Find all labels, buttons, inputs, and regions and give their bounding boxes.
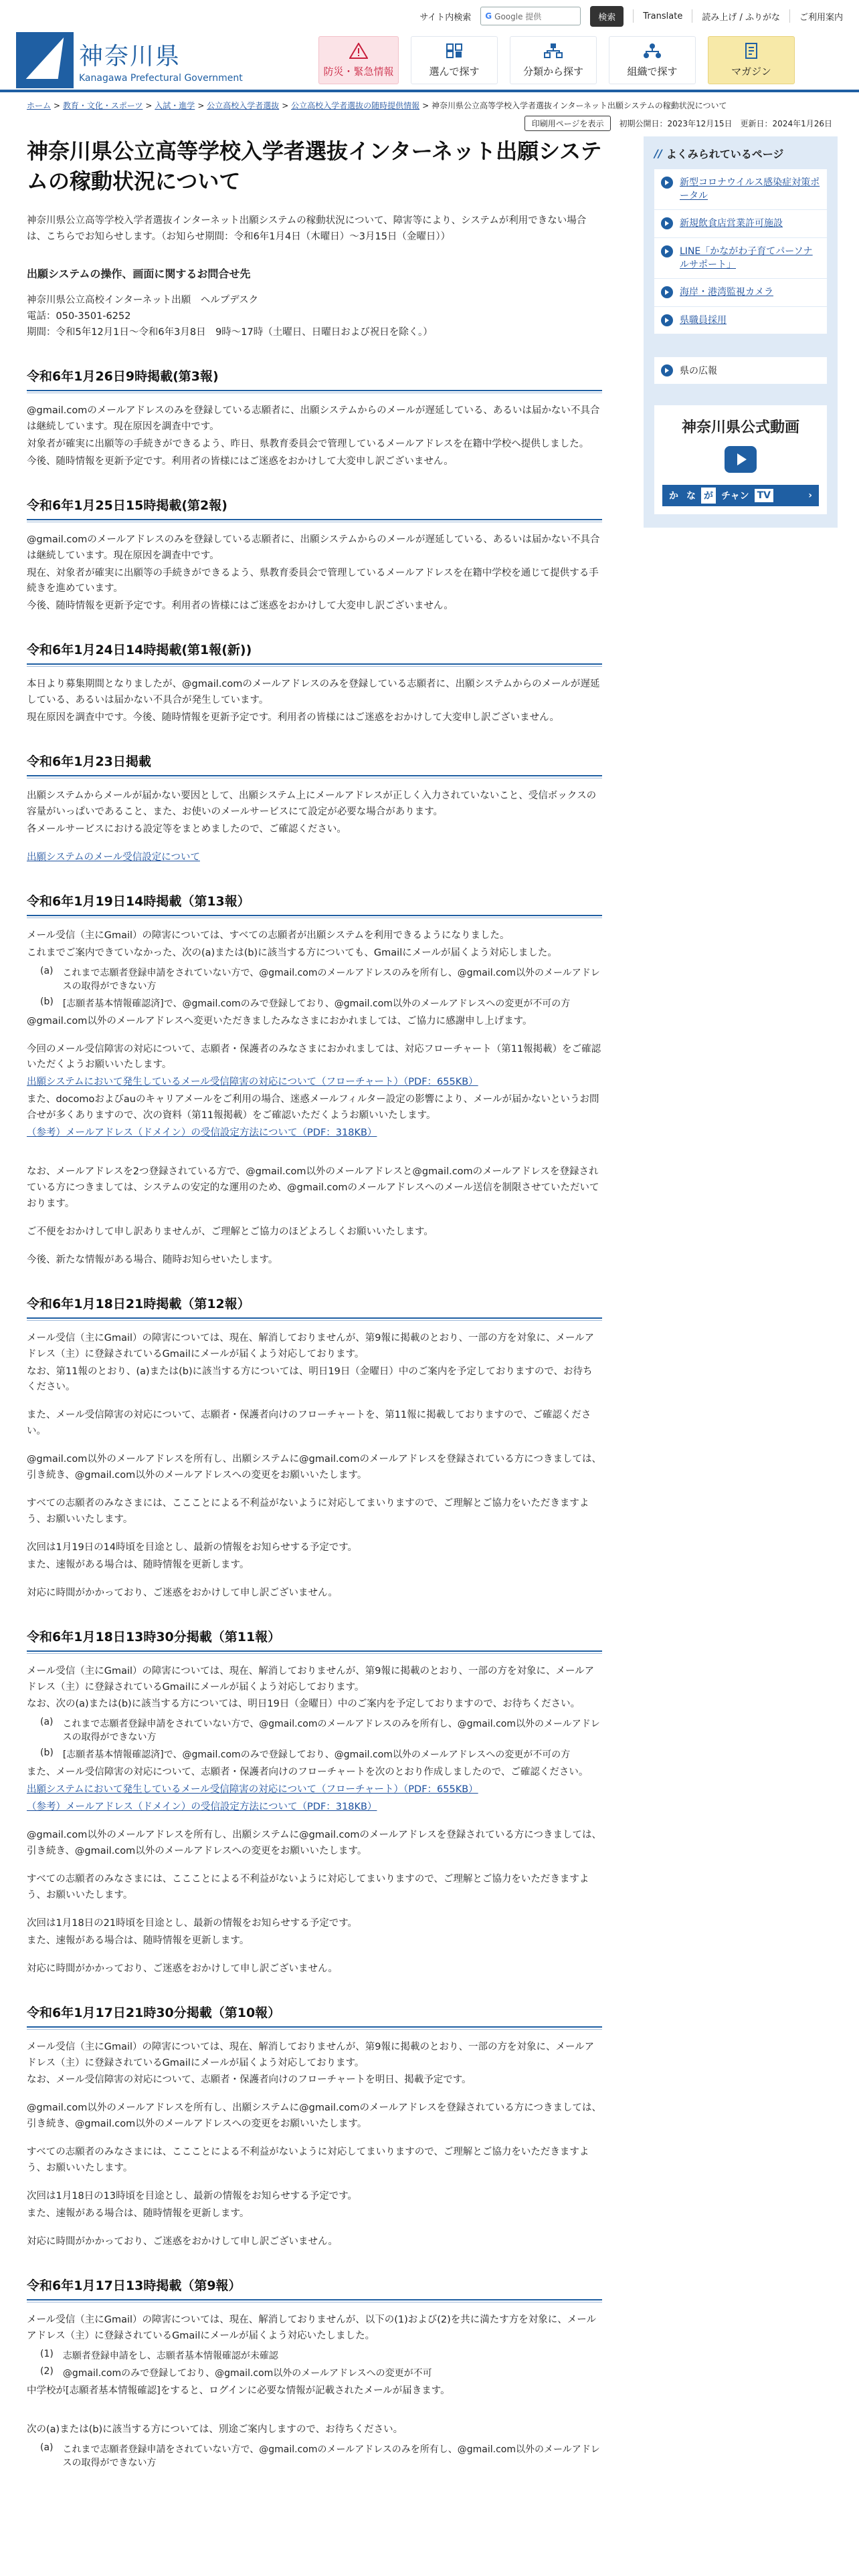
- paragraph: 本日より募集期間となりましたが、@gmail.comのメールアドレスのみを登録している志願者に、出願システムからのメールが遅延している、あるいは届かない不具合が発生しています。: [27, 679, 600, 706]
- domain-settings-pdf-link[interactable]: （参考）メールアドレス（ドメイン）の受信設定方法について（PDF：318KB）: [27, 1802, 377, 1813]
- popular-item[interactable]: 県職員採用: [654, 307, 827, 334]
- nav-org[interactable]: [609, 36, 696, 84]
- notice-section: [27, 752, 602, 866]
- section-heading: 令和6年1月17日13時掲載（第9報）: [27, 2276, 602, 2300]
- domain-settings-pdf-link[interactable]: （参考）メールアドレス（ドメイン）の受信設定方法について（PDF：318KB）: [27, 1128, 377, 1139]
- paragraph: 次回は1月18日の21時頃を目途とし、最新の情報をお知らせする予定です。: [27, 1917, 358, 1929]
- section-heading: 令和6年1月23日掲載: [27, 752, 602, 776]
- pr-box: [644, 346, 838, 395]
- site-header: [0, 32, 859, 88]
- paragraph: メール受信（主にGmail）の障害については、すべての志願者が出願システムを利用できるようになりました。: [27, 930, 510, 941]
- list-item: (a) これまで志願者登録申請をされていない方で、@gmail.comのメールアドレスのみを所有し、@gmail.com以外のメールアドレスの取得ができない方: [40, 1717, 600, 1743]
- contact-block: [27, 265, 602, 341]
- arrow-circle-icon: [661, 314, 673, 326]
- popular-item[interactable]: 新規飲食店営業許可施設: [654, 210, 827, 237]
- paragraph: これまでご案内できていなかった、次の(a)または(b)に該当する方についても、Gmailにメールが届くよう対応しました。: [27, 947, 557, 958]
- list-item: (a) これまで志願者登録申請をされていない方で、@gmail.comのメールアドレスのみを所有し、@gmail.com以外のメールアドレスの取得ができない方: [40, 2442, 600, 2468]
- logo-jp: 神奈川県: [79, 42, 181, 70]
- nav-magazine-label: マガジン: [731, 65, 771, 78]
- paragraph: 今後、新たな情報がある場合、随時お知らせいたします。: [27, 1254, 278, 1265]
- notice-section: [27, 366, 602, 470]
- section-heading: 令和6年1月25日15時掲載(第2報): [27, 496, 602, 520]
- nav-choose[interactable]: [411, 36, 498, 84]
- paragraph: なお、次の(a)または(b)に該当する方については、明日19日（金曜日）中のご案内を予定しておりますので、お待ちください。: [27, 1699, 581, 1710]
- site-search-label: サイト内検索: [419, 12, 472, 23]
- org-icon: [643, 43, 662, 59]
- logo-en: Kanagawa Prefectural Government: [79, 72, 243, 84]
- list-item: (a) これまで志願者登録申請をされていない方で、@gmail.comのメールアドレスのみを所有し、@gmail.com以外のメールアドレスの取得ができない方: [40, 965, 600, 992]
- paragraph: @gmail.com以外のメールアドレスを所有し、出願システムに@gmail.comのメールアドレスを登録されている方につきましては、引き続き、@gmail.com以外のメールアドレスへの変更をお願いいたします。: [27, 1830, 602, 1857]
- utility-bar: [0, 0, 859, 32]
- paragraph: ご不便をおかけして申し訳ありませんが、ご理解とご協力のほどよろしくお願いいたします。: [27, 1226, 434, 1237]
- paragraph: @gmail.com以外のメールアドレスを所有し、出願システムに@gmail.comのメールアドレスを登録されている方につきましては、引き続き、@gmail.com以外のメールアドレスへの変更をお願いいたします。: [27, 2103, 602, 2130]
- play-icon[interactable]: [725, 446, 757, 473]
- nav-emergency[interactable]: [318, 36, 399, 84]
- paragraph: また、速報がある場合は、随時情報を更新します。: [27, 1935, 250, 1946]
- notice-section: [27, 2276, 602, 2469]
- paragraph: @gmail.comのメールアドレスのみを登録している志願者に、出願システムからのメールが遅延している、あるいは届かない不具合は継続しています。現在原因を調査中です。: [27, 405, 600, 432]
- paragraph: メール受信（主にGmail）の障害については、現在、解消しておりませんが、以下の(1)および(2)を共に満たす方を対象に、メールアドレス（主）に登録されているGmailにメールが届くよう対応いたしました。: [27, 2314, 597, 2341]
- user-guide-link[interactable]: ご利用案内: [799, 12, 843, 23]
- breadcrumb-admission[interactable]: 入試・進学: [155, 101, 195, 110]
- paragraph: 今回のメール受信障害の対応について、志願者・保護者のみなさまにおかれましては、対応フローチャート（第11報掲載）をご確認いただくようお願いいたします。: [27, 1043, 601, 1071]
- contact-title: 出願システムの操作、画面に関するお問合せ先: [27, 267, 251, 281]
- page-body: [0, 131, 859, 2473]
- nav-choose-label: 選んで探す: [429, 65, 480, 78]
- page-meta: [0, 112, 859, 131]
- breadcrumb-info[interactable]: 公立高校入学者選抜の随時提供情報: [291, 101, 420, 110]
- paragraph: 各メールサービスにおける設定等をまとめましたので、ご確認ください。: [27, 823, 347, 835]
- slash-icon: //: [654, 146, 662, 160]
- paragraph: また、メール受信障害の対応について、志願者・保護者向けのフローチャートを次のとおり作成しましたので、ご確認ください。: [27, 1767, 589, 1778]
- popular-list: [654, 169, 827, 334]
- mail-settings-link[interactable]: 出願システムのメール受信設定について: [27, 851, 200, 863]
- section-heading: 令和6年1月17日21時30分掲載（第10報）: [27, 2003, 602, 2028]
- paragraph: すべての志願者のみなさまには、ここことによる不利益がないように対応してまいりますので、ご理解とご協力をいただきますよう、お願いいたします。: [27, 1874, 589, 1901]
- notice-section: [27, 2003, 602, 2250]
- main-content: [27, 131, 602, 2473]
- intro-text: 神奈川県公立高等学校入学者選抜インターネット出願システムの稼動状況について、障害等により、システムが利用できない場合は、こちらでお知らせします。（お知らせ期間：令和6年1月4日（木曜日）～3月15日（金曜日））: [27, 215, 587, 243]
- notice-section: [27, 640, 602, 726]
- section-heading: 令和6年1月24日14時掲載(第1報(新)): [27, 640, 602, 665]
- google-icon: G: [485, 11, 492, 21]
- paragraph: @gmail.comのメールアドレスのみを登録している志願者に、出願システムからのメールが遅延している、あるいは届かない不具合は継続しています。現在原因を調査中です。: [27, 534, 600, 561]
- site-logo[interactable]: [16, 32, 304, 88]
- paragraph: 対応に時間がかかっており、ご迷惑をおかけして申し訳ございません。: [27, 1587, 338, 1598]
- nav-org-label: 組織で探す: [627, 65, 678, 78]
- page-title: 神奈川県公立高等学校入学者選抜インターネット出願システムの稼動状況について: [27, 138, 602, 194]
- published-date: 初期公開日：2023年12月15日: [619, 118, 733, 128]
- section-heading: 令和6年1月19日14時掲載（第13報）: [27, 891, 602, 916]
- paragraph: 中学校が[志願者基本情報確認]をすると、ログインに必要な情報が記載されたメールが届きます。: [27, 2385, 450, 2396]
- breadcrumb-education[interactable]: 教育・文化・スポーツ: [62, 101, 143, 110]
- arrow-circle-icon: [661, 217, 673, 229]
- paragraph: また、速報がある場合は、随時情報を更新します。: [27, 1559, 250, 1570]
- global-nav: [318, 36, 795, 84]
- breadcrumb: ホーム > 教育・文化・スポーツ > 入試・進学 > 公立高校入学者選抜 > 公立高校入学者選抜の随時提供情報 > 神奈川県公立高等学校入学者選抜インターネット出願システムの稼動状況について: [27, 101, 727, 110]
- nav-category-label: 分類から探す: [522, 65, 583, 78]
- paragraph: メール受信（主にGmail）の障害については、現在、解消しておりませんが、第9報に掲載のとおり、一部の方を対象に、メールアドレス（主）に登録されているGmailにメールが届くよう対応しております。: [27, 1332, 595, 1360]
- paragraph: 対応に時間がかかっており、ご迷惑をおかけして申し訳ございません。: [27, 1963, 338, 1974]
- paragraph: 今後、随時情報を更新予定です。利用者の皆様にはご迷惑をおかけして大変申し訳ございません。: [27, 455, 454, 467]
- arrow-circle-icon: [661, 364, 673, 377]
- paragraph: 次回は1月18日の13時頃を目途とし、最新の情報をお知らせする予定です。: [27, 2191, 358, 2202]
- magazine-icon: [742, 43, 761, 59]
- paragraph: また、docomoおよびauのキャリアメールをご利用の場合、迷惑メールフィルター設定の影響により、メールが届かないというお問合せが多くありますので、次の資料（第11報掲載）をご確認いただくようお願いいたします。: [27, 1094, 599, 1121]
- section-heading: 令和6年1月26日9時掲載(第3報): [27, 366, 602, 391]
- official-video: [644, 395, 838, 528]
- popular-item[interactable]: 新型コロナウイルス感染症対策ポータル: [654, 169, 827, 211]
- print-button[interactable]: 印刷用ページを表示: [524, 116, 611, 131]
- paragraph: また、速報がある場合は、随時情報を更新します。: [27, 2208, 250, 2219]
- search-input[interactable]: [480, 7, 581, 25]
- paragraph: 今後、随時情報を更新予定です。利用者の皆様にはご迷惑をおかけして大変申し訳ございません。: [27, 601, 454, 612]
- warning-icon: [349, 43, 368, 59]
- video-title: 神奈川県公式動画: [681, 419, 799, 436]
- arrow-circle-icon: [661, 245, 673, 257]
- popular-item[interactable]: 海岸・港湾監視カメラ: [654, 279, 827, 306]
- list-item: (b) [志願者基本情報確認済]で、@gmail.comのみで登録しており、@gmail.com以外のメールアドレスへの変更が不可の方: [40, 996, 571, 1009]
- breadcrumb-current: 神奈川県公立高等学校入学者選抜インターネット出願システムの稼動状況について: [431, 101, 727, 110]
- grid-icon: [445, 43, 464, 59]
- contact-line: 電話：050-3501-6252: [27, 311, 131, 322]
- paragraph: @gmail.com以外のメールアドレスへ変更いただきましたみなさまにおかれましては、ご協力に感謝申し上げます。: [27, 1015, 533, 1027]
- paragraph: なお、メール受信障害の対応について、志願者・保護者向けのフローチャートを明日、掲載予定です。: [27, 2074, 472, 2086]
- pr-link[interactable]: 県の広報: [654, 357, 827, 384]
- video-card[interactable]: [654, 405, 827, 514]
- notice-section: [27, 891, 602, 1269]
- paragraph: 次の(a)または(b)に該当する方については、別途ご案内しますので、お待ちください。: [27, 2424, 403, 2435]
- arrow-circle-icon: [661, 286, 673, 298]
- search-placeholder: Google 提供: [494, 11, 542, 21]
- popular-item[interactable]: LINE「かながわ子育てパーソナルサポート」: [654, 238, 827, 280]
- kanagawa-emblem-icon: [16, 32, 74, 88]
- category-icon: [544, 43, 563, 59]
- popular-title: よくみられているページ: [666, 147, 784, 160]
- list-item: (2) @gmail.comのみで登録しており、@gmail.com以外のメールアドレスへの変更が不可: [40, 2365, 432, 2379]
- paragraph: 対応に時間がかかっており、ご迷惑をおかけして申し訳ございません。: [27, 2236, 338, 2247]
- paragraph: 出願システムからメールが届かない要因として、出願システム上にメールアドレスが正しく入力されていないこと、受信ボックスの容量がいっぱいであること、また、お使いのメールサービスにて設定が必要な場合があります。: [27, 790, 597, 817]
- paragraph: すべての志願者のみなさまには、ここことによる不利益がないように対応してまいりますので、ご理解とご協力をいただきますよう、お願いいたします。: [27, 2147, 589, 2174]
- paragraph: 現在、対象者が確実に出願等の手続きができるよう、県教育委員会で管理しているメールアドレスを在籍中学校を通じて提供する手続きを進めています。: [27, 567, 599, 595]
- updated-date: 更新日：2024年1月26日: [740, 118, 832, 128]
- notice-section: [27, 1627, 602, 1977]
- contact-line: 期間：令和5年12月1日～令和6年3月8日 9時～17時（土曜日、日曜日および祝日を除く。）: [27, 327, 433, 338]
- list-item: (1) 志願者登録申請をし、志願者基本情報確認が未確認: [40, 2348, 278, 2361]
- section-heading: 令和6年1月18日13時30分掲載（第11報）: [27, 1627, 602, 1652]
- kanagachan-tv-banner[interactable]: か な が チャン TV ›: [662, 485, 819, 506]
- list-item: (b) [志願者基本情報確認済]で、@gmail.comのみで登録しており、@gmail.com以外のメールアドレスへの変更が不可の方: [40, 1747, 571, 1761]
- paragraph: メール受信（主にGmail）の障害については、現在、解消しておりませんが、第9報に掲載のとおり、一部の方を対象に、メールアドレス（主）に登録されているGmailにメールが届くよう対応しております。: [27, 1665, 595, 1693]
- paragraph: @gmail.com以外のメールアドレスを所有し、出願システムに@gmail.comのメールアドレスを登録されている方につきましては、引き続き、@gmail.com以外のメールアドレスへの変更をお願いいたします。: [27, 1454, 602, 1481]
- paragraph: 現在原因を調査中です。今後、随時情報を更新予定です。利用者の皆様にはご迷惑をおかけして大変申し訳ございません。: [27, 712, 560, 724]
- search-button[interactable]: 検索: [590, 6, 624, 27]
- popular-title-row: [654, 146, 827, 161]
- notice-section: [27, 1294, 602, 1602]
- notice-section: [27, 496, 602, 615]
- breadcrumb-highschool[interactable]: 公立高校入学者選抜: [207, 101, 280, 110]
- nav-magazine[interactable]: [708, 36, 795, 84]
- flowchart-pdf-link[interactable]: 出願システムにおいて発生しているメール受信障害の対応について（フローチャート）（PDF：655KB）: [27, 1077, 478, 1088]
- nav-emergency-label: 防災・緊急情報: [323, 65, 394, 78]
- readout-link[interactable]: 読み上げ / ふりがな: [702, 12, 780, 23]
- paragraph: 次回は1月19日の14時頃を目途とし、最新の情報をお知らせする予定です。: [27, 1541, 358, 1553]
- paragraph: すべての志願者のみなさまには、ここことによる不利益がないように対応してまいりますので、ご理解とご協力をいただきますよう、お願いいたします。: [27, 1498, 589, 1525]
- nav-category[interactable]: [510, 36, 597, 84]
- arrow-circle-icon: [661, 177, 673, 189]
- paragraph: 対象者が確実に出願等の手続きができるよう、昨日、県教育委員会で管理しているメールアドレスを在籍中学校へ提供しました。: [27, 438, 589, 449]
- sidebar: [644, 131, 838, 2473]
- contact-line: 神奈川県公立高校インターネット出願 ヘルプデスク: [27, 295, 259, 306]
- divider: [789, 9, 790, 23]
- paragraph: メール受信（主にGmail）の障害については、現在、解消しておりませんが、第9報に掲載のとおり、一部の方を対象に、メールアドレス（主）に登録されているGmailにメールが届くよう対応しております。: [27, 2041, 595, 2068]
- chevron-right-icon: ›: [808, 490, 812, 501]
- paragraph: なお、メールアドレスを2つ登録されている方で、@gmail.com以外のメールアドレスと@gmail.comのメールアドレスを登録されている方につきましては、システムの安定的な運用のため、@gmail.comのメールアドレスへのメール送信を制限させていただいております。: [27, 1166, 599, 1209]
- paragraph: また、メール受信障害の対応について、志願者・保護者向けのフローチャートを、第11報に掲載しておりますので、ご確認ください。: [27, 1410, 591, 1437]
- section-heading: 令和6年1月18日21時掲載（第12報）: [27, 1294, 602, 1319]
- translate-link[interactable]: Translate: [643, 11, 683, 21]
- paragraph: なお、第11報のとおり、(a)または(b)に該当する方については、明日19日（金曜日）中のご案内を予定しておりますので、お待ちください。: [27, 1366, 593, 1393]
- breadcrumb-home[interactable]: ホーム: [27, 101, 52, 110]
- popular-pages: [644, 136, 838, 346]
- divider: [633, 9, 634, 23]
- flowchart-pdf-link[interactable]: 出願システムにおいて発生しているメール受信障害の対応について（フローチャート）（PDF：655KB）: [27, 1784, 478, 1796]
